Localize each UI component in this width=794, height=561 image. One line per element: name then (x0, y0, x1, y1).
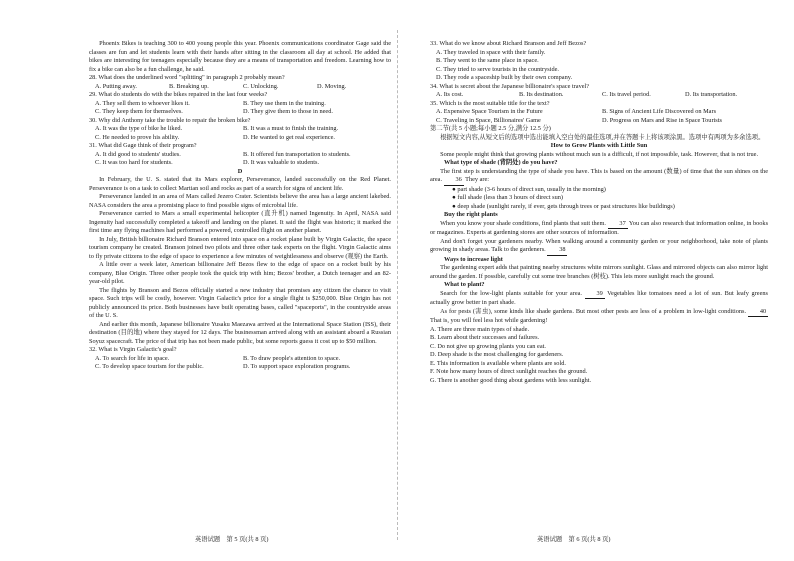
paragraph-right-plants-2-text: And don't forget your gardeners nearby. When walking around a community garden or your neighborhood, take note of plants growing in shady areas. Talk to the gardeners. (430, 237, 768, 253)
question-31-options (89, 151, 391, 168)
answer-option-d: D. Deep shade is the most challenging for gardeners. (430, 351, 564, 358)
bullet-deep-shade (430, 203, 768, 212)
bullet-part-shade-text: part shade (3-6 hours of direct sun, usually in the morning) (457, 185, 606, 193)
paragraph-right-plants-text-a: When you know your shade conditions, find plants that suit them. (440, 219, 606, 227)
question-34-options (430, 91, 768, 100)
answer-option-f: F. Note how many hours of direct sunlight reaches the ground. (430, 368, 588, 375)
blank-38: 38 (547, 246, 567, 256)
answer-option-e: E. This information is available where plants are sold. (430, 359, 566, 367)
paragraph-right-plants-2 (430, 238, 768, 256)
option-30-c: C. He needed to prove his ability. (95, 133, 180, 141)
option-32-c: C. To develop space tourism for the public. (95, 363, 204, 370)
option-29-a: A. They sell them to whoever likes it. (95, 99, 190, 107)
option-30-b: B. It was a must to finish the training. (243, 125, 339, 132)
page-5-content (89, 40, 391, 372)
option-28-c: C. Unlocking. (243, 82, 279, 90)
passage-d-paragraph-7: And earlier this month, Japanese billionaire Yusaku Maezawa arrived at the International Space Station (ISS), their destination (目的地) where they stayed for 12 days. The businessman arrived along with an assistant aboard a Russian Soyuz spacecraft. The price of that trip has not been made public, but some reports guess it cost up to $50 million. (89, 320, 391, 345)
subheading-what-to-plant: What to plant? (444, 281, 485, 288)
question-30: 30. Why did Anthony take the trouble to repair the broken bike? (89, 116, 251, 124)
option-31-d: D. It was valuable to students. (243, 159, 320, 166)
question-32-options (89, 355, 391, 372)
answer-option-g: G. There is another good thing about gardens with less sunlight. (430, 376, 592, 384)
question-31: 31. What did Gage think of their program? (89, 142, 197, 149)
bullet-dot-icon: ● (452, 194, 456, 201)
paragraph-what-to-plant-1 (430, 290, 768, 308)
subheading-shade-type: What type of shade (背阴处) do you have? (444, 159, 558, 166)
question-30-options (89, 125, 391, 142)
option-34-a: A. Its cost. (436, 91, 464, 98)
page-6 (397, 0, 794, 561)
passage-d-paragraph-6: The flights by Branson and Bezos officially started a new industry that promises any citizen the chance to visit space. Such trips will be costly, however. Virgin Galactic's price for a single flight is $250,000. Blue Origin has not publicly announced its price. Both businesses have built operating bases, called "spaceports", in the countryside areas of the U. S. (89, 286, 391, 319)
question-35: 35. Which is the most suitable title for the text? (430, 99, 550, 107)
option-28-a: A. Putting away. (95, 82, 137, 90)
paragraph-shade-type-text-b: They are: (465, 176, 490, 183)
paragraph-what-to-plant-2 (430, 308, 768, 326)
option-31-c: C. It was too hard for students. (95, 159, 173, 166)
question-34: 34. What is secret about the Japanese billionaire's space travel? (430, 82, 590, 90)
section-d-heading: D (237, 167, 243, 175)
bullet-deep-shade-text: deep shade (sunlight rarely, if ever, gets through trees or past structures like buildings) (457, 202, 675, 210)
option-33-a: A. They traveled in space with their family. (436, 48, 546, 56)
paragraph-what-to-plant-2-text-b: That is, you will feel less hot while gardening! (430, 317, 548, 324)
question-29-options (89, 100, 391, 117)
question-35-options (430, 108, 768, 125)
question-33: 33. What do we know about Richard Branson and Jeff Bezos? (430, 40, 587, 47)
option-29-c: C. They keep them for themselves. (95, 108, 183, 115)
question-33-options (430, 49, 768, 83)
option-32-d: D. To support space exploration programs. (243, 363, 351, 370)
paragraph-increase-light: The gardening expert adds that painting nearby structures white mirrors sunlight. Glass and mirrored objects can also mirror light around the garden. If possible, carefully cut some tree branches (树枝). This lets more sunlight reach the ground. (430, 264, 768, 280)
option-32-b: B. To draw people's attention to space. (243, 354, 341, 362)
option-35-c: C. Traveling in Space, Billionaires' Game (436, 116, 541, 124)
option-28-d: D. Moving. (317, 82, 347, 90)
passage-c-last-paragraph: Phoenix Bikes is teaching 300 to 400 young people this year. Phoenix communications coordinator Gage said the classes are fun and let students learn with their hands after sitting in the classroom all day at school. He added that bikes are interesting for teenagers especially because they are a means of transportation and freedom. Learning how to fix a bike can also be a fun challenge, he said. (89, 40, 391, 73)
option-30-d: D. He wanted to get real experience. (243, 133, 335, 141)
paragraph-what-to-plant-text-b: Vegetables like tomatoes need a lot of sun. But leafy greens actually grow better in part shade. (430, 289, 768, 306)
answer-option-b: B. Learn about their successes and failures. (430, 334, 540, 341)
option-28-b: B. Breaking up. (169, 82, 209, 90)
answer-options-list (430, 326, 768, 386)
bullet-full-shade-text: full shade (less than 3 hours of direct sun) (457, 194, 564, 201)
passage-title: How to Grow Plants with Little Sun (550, 142, 648, 149)
subheading-right-plants: Buy the right plants (444, 211, 498, 218)
bullet-dot-icon: ● (452, 185, 456, 193)
bullet-part-shade (430, 186, 768, 195)
question-28: 28. What does the underlined word "splitting" in paragraph 2 probably mean? (89, 74, 285, 81)
blank-36: 36 (444, 176, 464, 186)
subheading-increase-light: Ways to increase light (444, 255, 503, 263)
answer-option-a: A. There are three main types of shade. (430, 325, 530, 333)
option-34-c: C. Its travel period. (602, 91, 651, 98)
option-35-d: D. Progress on Mars and Rise in Space Tourists (602, 116, 722, 124)
option-31-a: A. It did good to students' studies. (95, 150, 181, 158)
option-35-b: B. Signs of Ancient Life Discovered on Mars (602, 108, 717, 115)
bullet-full-shade (430, 194, 768, 203)
page-5-footer: 英语试题 第 5 页(共 8 页) (195, 536, 269, 543)
paragraph-what-to-plant-text-a: Search for the low-light plants suitable for your area. (440, 289, 582, 297)
question-28-options (89, 83, 391, 92)
blank-40: 40 (748, 308, 768, 318)
bullet-dot-icon: ● (452, 202, 456, 210)
option-32-a: A. To search for life in space. (95, 354, 170, 362)
option-29-b: B. They use them in the training. (243, 99, 326, 107)
passage-d-paragraph-3: Perseverance carried to Mars a small experimental helicopter (直升机) named Ingenuity. In April, NASA said Ingenuity had successfully completed a takeoff and landing on the planet. It said the flight was historic; it marked the first time any flying machines had performed a powered, controlled flight on another planet. (89, 210, 391, 234)
answer-option-c: C. Do not give up growing plants you can eat. (430, 342, 546, 350)
option-33-d: D. They rode a spaceship built by their own company. (436, 74, 573, 81)
paragraph-right-plants-text-b: You can also research that information online, in books or magazines. Experts at gardening stores are other sources of information. (430, 219, 769, 236)
option-34-d: D. Its transportation. (685, 91, 738, 98)
blank-37: 37 (608, 220, 628, 230)
page-6-content (430, 40, 768, 385)
paragraph-right-plants-1 (430, 220, 768, 238)
option-33-c: C. They tried to serve tourists in the countryside. (436, 65, 560, 73)
passage-d-paragraph-4: In July, British billionaire Richard Branson entered into space on a rocket plane built by Virgin Galactic, the space tourism company he created. Branson joined two pilots and three other task experts on the flight. Virgin Galactic aims to fly private citizens to the edge of space to experience a few minutes of weightlessness and observe (观察) the Earth. (89, 235, 391, 260)
section-2-instructions: 根据短文内容,从短文后的选项中选出能填入空白处的最佳选项,并在答题卡上将该项涂黑。选项中有两项为多余选项。 (440, 133, 765, 141)
passage-d-paragraph-1: In February, the U. S. stated that its Mars explorer, Perseverance, landed successfully on the Red Planet. Perseverance is on a task to collect Martian soil and rocks as part of a search for signs of ancient life. (89, 176, 391, 192)
passage-intro: Some people might think that growing plants without much sun is a difficult, if not impossible, task. However, that is not true. (440, 150, 759, 158)
section-2-header: 第二节(共 5 小题;每小题 2.5 分,满分 12.5 分) (430, 125, 551, 132)
passage-d-paragraph-2: Perseverance landed in an area of Mars called Jezero Crater. Scientists believe the area has a large ancient lakebed. NASA considers the area a promising place to find possible signs of microbial life. (89, 193, 391, 209)
paragraph-shade-type-text-a: The first step is understanding the type of shade you have. This is based on the amount (数量) of time that the sun shines on the area. (430, 167, 768, 183)
paragraph-what-to-plant-2-text-a: As for pests (害虫), some kinds like shade gardens. But most other pests are less of a problem in low-light conditions. (440, 307, 747, 315)
paragraph-shade-type (430, 168, 768, 186)
page-6-footer: 英语试题 第 6 页(共 8 页) (537, 536, 611, 543)
option-29-d: D. They give them to those in need. (243, 108, 333, 115)
option-33-b: B. They went to the same place in space. (436, 57, 539, 64)
blank-39: 39 (585, 290, 605, 300)
option-35-a: A. Expensive Space Tourism in the Future (436, 108, 543, 115)
passage-d-paragraph-5: A little over a week later, American billionaire Jeff Bezos flew to the edge of space on a rocket built by his company, Blue Origin. Three other people took the quick trip with him; Bezos' brother, a Dutch teenager and an 82-year-old pilot. (89, 261, 391, 285)
question-29: 29. What do students do with the bikes repaired in the last four weeks? (89, 91, 268, 98)
option-34-b: B. Its destination. (519, 91, 564, 98)
question-32: 32. What is Virgin Galactic's goal? (89, 346, 177, 353)
option-30-a: A. It was the type of bike he liked. (95, 125, 183, 132)
option-31-b: B. It offered fun transportation to students. (243, 150, 351, 158)
